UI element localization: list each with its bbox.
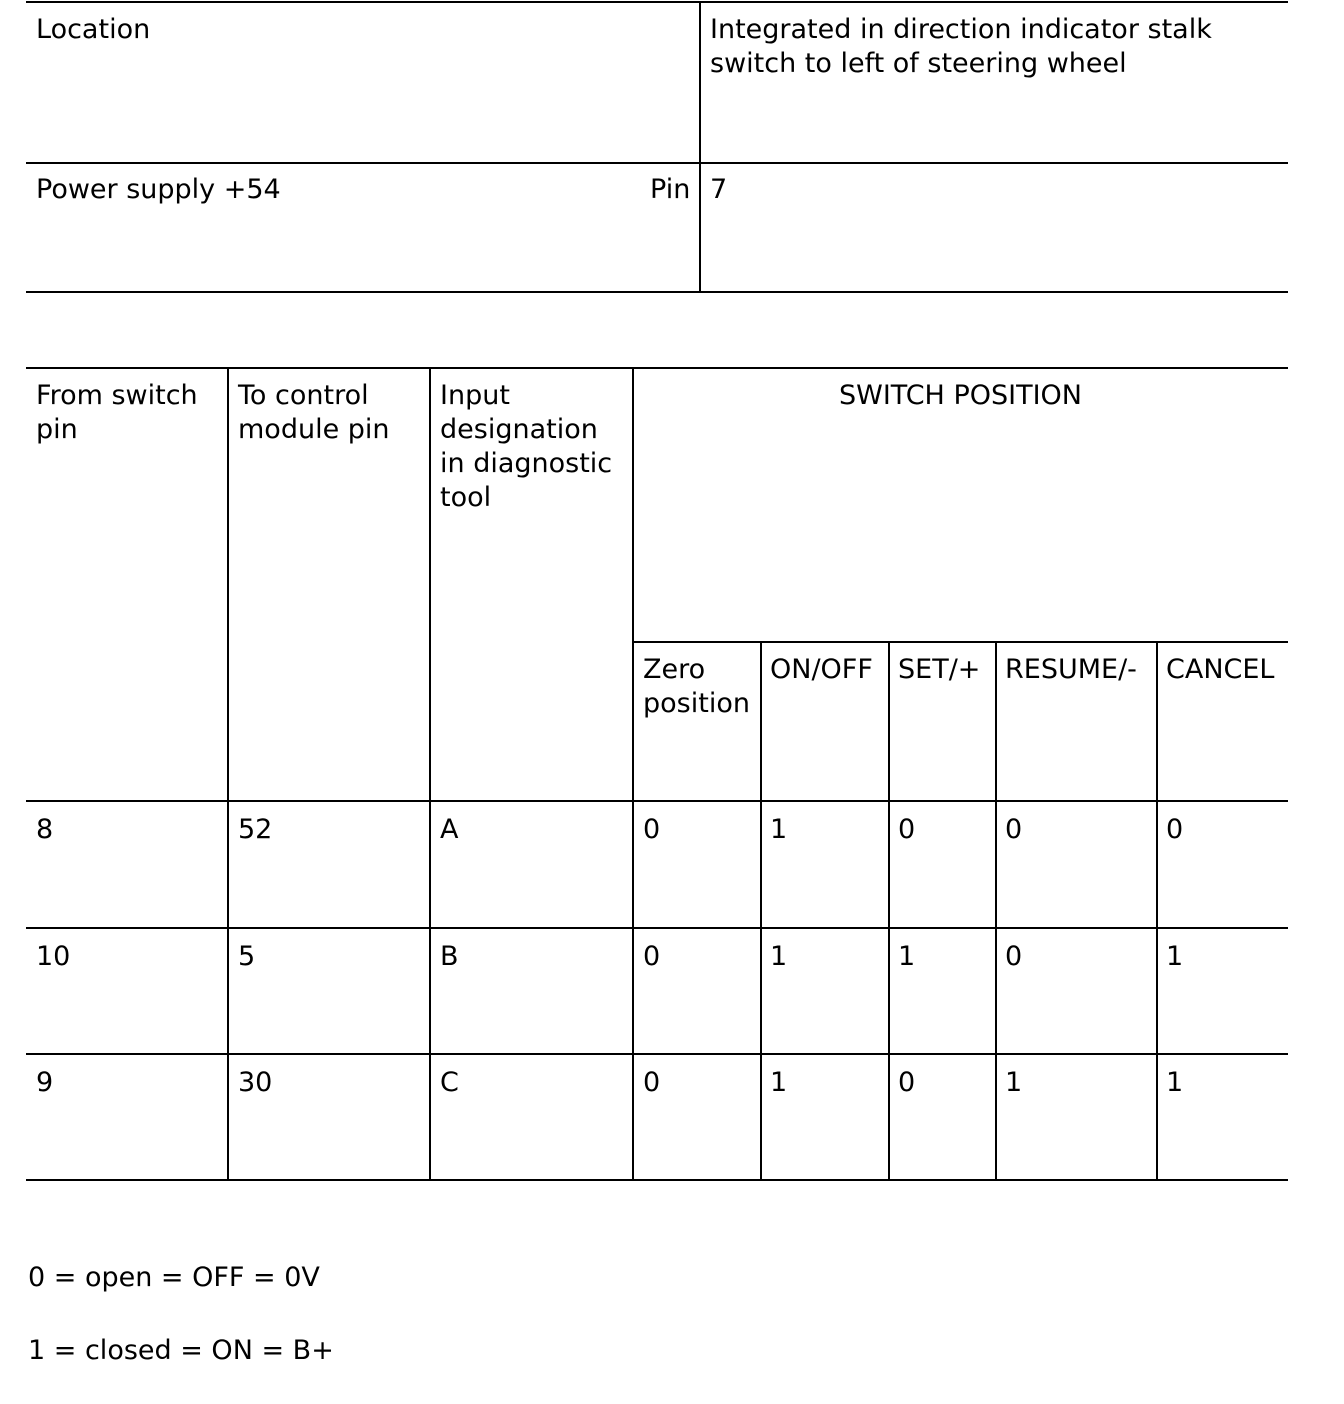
- header-switch-position: SWITCH POSITION: [839, 380, 1082, 411]
- cell-zero: 0: [643, 941, 661, 972]
- column-divider-6: [995, 642, 997, 1180]
- info-table-top-border: [26, 1, 1288, 3]
- cell-to-pin: 5: [238, 941, 256, 972]
- header-zero-position-line2: position: [643, 688, 750, 719]
- pin-value: 7: [710, 174, 728, 205]
- column-divider-5: [888, 642, 890, 1180]
- header-to-module-pin-line2: module pin: [238, 414, 390, 445]
- info-table-row-divider: [26, 162, 1288, 164]
- cell-from-pin: 10: [36, 941, 71, 972]
- header-cancel: CANCEL: [1166, 654, 1275, 685]
- power-supply-label: Power supply +54: [36, 174, 281, 205]
- cell-cancel: 1: [1166, 1067, 1184, 1098]
- header-on-off: ON/OFF: [770, 654, 873, 685]
- column-divider-7: [1156, 642, 1158, 1180]
- switch-table-bottom-border: [26, 1179, 1288, 1181]
- cell-on-off: 1: [770, 941, 788, 972]
- header-resume: RESUME/-: [1005, 654, 1137, 685]
- legend-zero: 0 = open = OFF = 0V: [28, 1262, 320, 1293]
- cell-resume: 0: [1005, 941, 1023, 972]
- cell-cancel: 1: [1166, 941, 1184, 972]
- cell-to-pin: 30: [238, 1067, 273, 1098]
- header-from-switch-pin-line1: From switch: [36, 380, 198, 411]
- cell-input: C: [440, 1067, 459, 1098]
- cell-input: A: [440, 814, 459, 845]
- header-to-module-pin-line1: To control: [238, 380, 369, 411]
- column-divider-4: [760, 642, 762, 1180]
- cell-from-pin: 9: [36, 1067, 54, 1098]
- cell-on-off: 1: [770, 814, 788, 845]
- cell-set: 0: [898, 814, 916, 845]
- header-set: SET/+: [898, 654, 981, 685]
- header-from-switch-pin-line2: pin: [36, 414, 78, 445]
- cell-input: B: [440, 941, 459, 972]
- header-input-designation-line3: in diagnostic: [440, 448, 613, 479]
- cell-zero: 0: [643, 814, 661, 845]
- location-label: Location: [36, 14, 151, 45]
- cell-on-off: 1: [770, 1067, 788, 1098]
- cell-cancel: 0: [1166, 814, 1184, 845]
- switch-position-subheader-divider: [633, 641, 1288, 643]
- cell-from-pin: 8: [36, 814, 54, 845]
- cell-set: 1: [898, 941, 916, 972]
- header-input-designation-line4: tool: [440, 482, 492, 513]
- legend-one: 1 = closed = ON = B+: [28, 1335, 334, 1366]
- info-table-column-divider: [699, 2, 701, 292]
- switch-table-top-border: [26, 367, 1288, 369]
- pin-label: Pin: [650, 174, 691, 205]
- header-zero-position-line1: Zero: [643, 654, 706, 685]
- header-bottom-border: [26, 800, 1288, 802]
- row-divider-2: [26, 1053, 1288, 1055]
- cell-set: 0: [898, 1067, 916, 1098]
- column-divider-3: [632, 368, 634, 1180]
- location-value-line1: Integrated in direction indicator stalk: [710, 14, 1212, 45]
- cell-resume: 1: [1005, 1067, 1023, 1098]
- header-input-designation-line1: Input: [440, 380, 510, 411]
- column-divider-1: [227, 368, 229, 1180]
- cell-zero: 0: [643, 1067, 661, 1098]
- column-divider-2: [429, 368, 431, 1180]
- cell-resume: 0: [1005, 814, 1023, 845]
- location-value-line2: switch to left of steering wheel: [710, 48, 1127, 79]
- cell-to-pin: 52: [238, 814, 273, 845]
- info-table-bottom-border: [26, 291, 1288, 293]
- row-divider-1: [26, 927, 1288, 929]
- header-input-designation-line2: designation: [440, 414, 598, 445]
